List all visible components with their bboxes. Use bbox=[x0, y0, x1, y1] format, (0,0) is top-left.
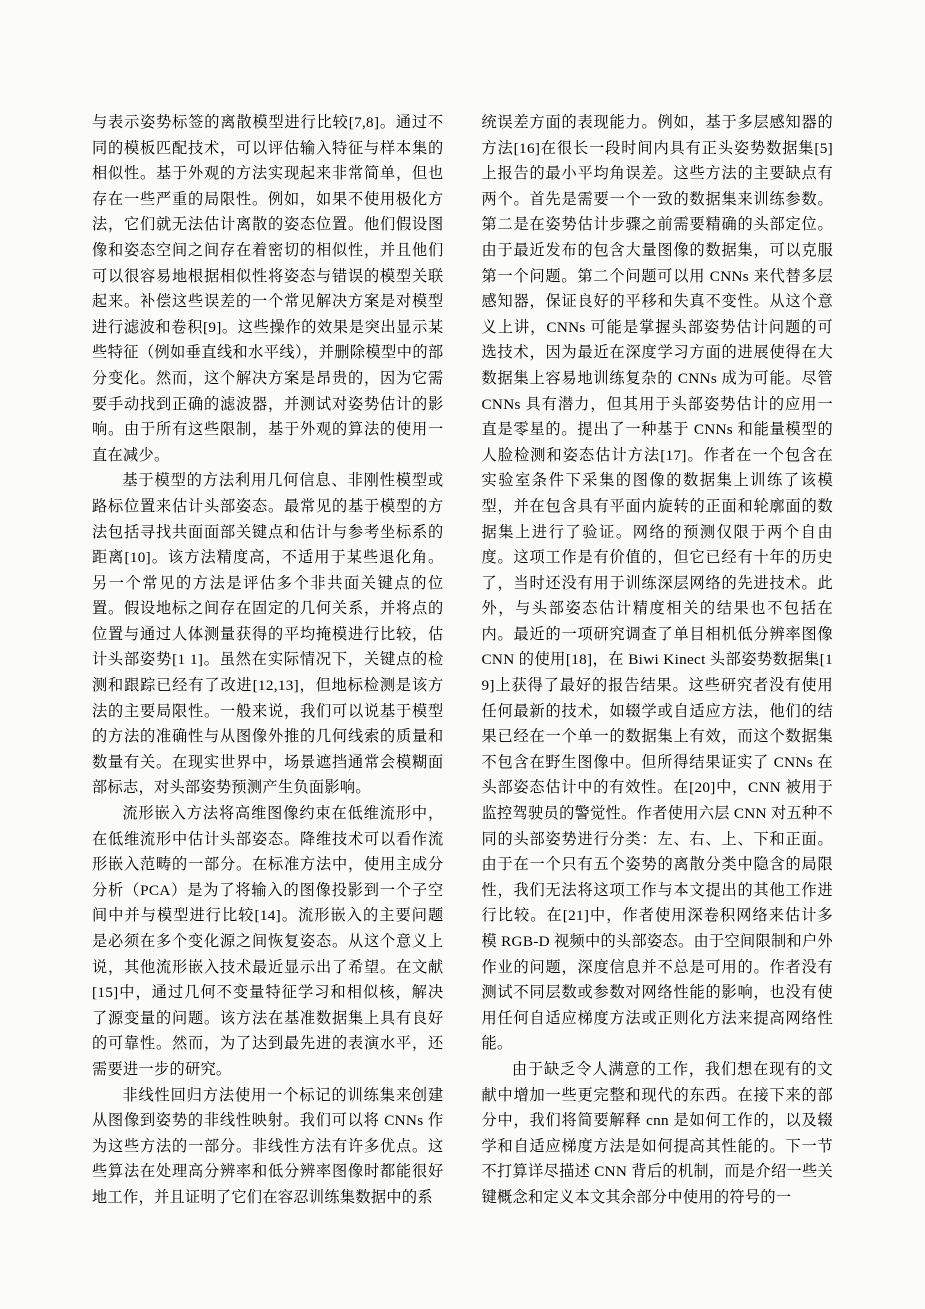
left-column bbox=[92, 110, 444, 1229]
paragraph: 基于模型的方法利用几何信息、非刚性模型或路标位置来估计头部姿态。最常见的基于模型的方法包括寻找共面面部关键点和估计与参考坐标系的距离[10]。该方法精度高，不适用于某些退化角。另一个常见的方法是评估多个非共面关键点的位置。假设地标之间存在固定的几何关系，并将点的位置与通过人体测量获得的平均掩模进行比较，估计头部姿势[1 1]。虽然在实际情况下，关键点的检测和跟踪已经有了改进[12,13]，但地标检测是该方法的主要局限性。一般来说，我们可以说基于模型的方法的准确性与从图像外推的几何线索的质量和数量有关。在现实世界中，场景遮挡通常会模糊面部标志，对头部姿势预测产生负面影响。 bbox=[92, 472, 444, 797]
right-column bbox=[482, 110, 834, 1229]
paragraph: 流形嵌入方法将高维图像约束在低维流形中，在低维流形中估计头部姿态。降维技术可以看作流形嵌入范畴的一部分。在标准方法中，使用主成分分析（PCA）是为了将输入的图像投影到一个子空间中并与模型进行比较[14]。流形嵌入的主要问题是必须在多个变化源之间恢复姿态。从这个意义上说，其他流形嵌入技术最近显示出了希望。在文献[15]中，通过几何不变量特征学习和相似核，解决了源变量的问题。该方法在基准数据集上具有良好的可靠性。然而，为了达到最先进的表演水平，还需要进一步的研究。 bbox=[92, 805, 444, 1078]
column-filler bbox=[92, 1211, 444, 1229]
two-column-layout bbox=[92, 110, 833, 1229]
paragraph: 由于缺乏令人满意的工作，我们想在现有的文献中增加一些更完整和现代的东西。在接下来的部分中，我们将简要解释 cnn 是如何工作的，以及辍学和自适应梯度方法是如何提高其性能的。下一节不打算详尽描述 CNN 背后的机制，而是介绍一些关键概念和定义本文其余部分中使用的符号的一 bbox=[481, 1060, 833, 1206]
paragraph: 与表示姿势标签的离散模型进行比较[7,8]。通过不同的模板匹配技术，可以评估输入特征与样本集的相似性。基于外观的方法实现起来非常简单，但也存在一些严重的局限性。例如，如果不使用极化方法，它们就无法估计离散的姿态位置。他们假设图像和姿态空间之间存在着密切的相似性，并且他们可以很容易地根据相似性将姿态与错误的模型关联起来。补偿这些误差的一个常见解决方案是对模型进行滤波和卷积[9]。这些操作的效果是突出显示某些特征（例如垂直线和水平线），并删除模型中的部分变化。然而，这个解决方案是昂贵的，因为它需要手动找到正确的滤波器，并测试对姿势估计的影响。由于所有这些限制，基于外观的算法的使用一直在减少。 bbox=[92, 114, 444, 464]
paragraph: 统误差方面的表现能力。例如，基于多层感知器的方法[16]在很长一段时间内具有正头姿势数据集[5]上报告的最小平均角误差。这些方法的主要缺点有两个。首先是需要一个一致的数据集来训练参数。第二是在姿势估计步骤之前需要精确的头部定位。由于最近发布的包含大量图像的数据集，可以克服第一个问题。第二个问题可以用 CNNs 来代替多层感知器，保证良好的平移和失真不变性。从这个意义上讲，CNNs 可能是掌握头部姿势估计问题的可选技术，因为最近在深度学习方面的进展使得在大数据集上容易地训练复杂的 CNNs 成为可能。尽管 CNNs 具有潜力，但其用于头部姿势估计的应用一直是零星的。提出了一种基于 CNNs 和能量模型的人脸检测和姿态估计方法[17]。作者在一个包含在实验室条件下采集的图像的数据集上训练了该模型，并在包含具有平面内旋转的正面和轮廓面的数据集上进行了验证。网络的预测仅限于两个自由度。这项工作是有价值的，但它已经有十年的历史了，当时还没有用于训练深层网络的先进技术。此外，与头部姿态估计精度相关的结果也不包括在内。最近的一项研究调查了单目相机低分辨率图像 CNN 的使用[18]，在 Biwi Kinect 头部姿势数据集[19]上获得了最好的报告结果。这些研究者没有使用任何最新的技术，如辍学或自适应方法，他们的结果已经在一个单一的数据集上有效，而这个数据集不包含在野生图像中。但所得结果证实了 CNNs 在头部姿态估计中的有效性。在[20]中，CNN 被用于监控驾驶员的警觉性。作者使用六层 CNN 对五种不同的头部姿势进行分类：左、右、上、下和正面。由于在一个只有五个姿势的离散分类中隐含的局限性，我们无法将这项工作与本文提出的其他工作进行比较。在[21]中，作者使用深卷积网络来估计多模 RGB-D 视频中的头部姿态。由于空间限制和户外作业的问题，深度信息并不总是可用的。作者没有测试不同层数或参数对网络性能的影响，也没有使用任何自适应梯度方法或正则化方法来提高网络性能。 bbox=[481, 114, 833, 1053]
column-filler bbox=[482, 1211, 834, 1229]
paragraph: 非线性回归方法使用一个标记的训练集来创建从图像到姿势的非线性映射。我们可以将 CNNs 作为这些方法的一部分。非线性方法有许多优点。这些算法在处理高分辨率和低分辨率图像时都能很好地工作，并且证明了它们在容忍训练集数据中的系 bbox=[92, 1086, 444, 1206]
